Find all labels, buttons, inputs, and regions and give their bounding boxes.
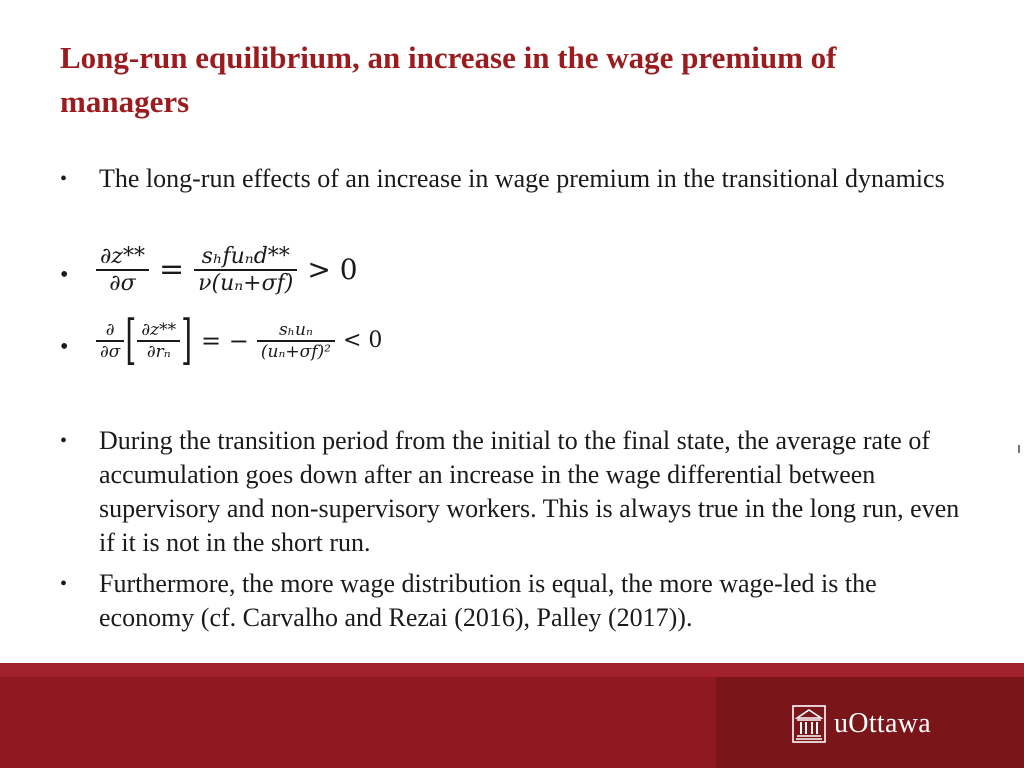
- fraction: [96, 320, 124, 362]
- lhs-denominator: ∂σ: [109, 270, 136, 296]
- equation-1: [96, 244, 358, 296]
- uottawa-logo: [792, 704, 931, 744]
- equals-minus: = −: [201, 326, 249, 355]
- bullet-item: [60, 162, 960, 196]
- bullet-item: [60, 424, 960, 560]
- rhs-denominator: ν(uₙ+σf): [198, 270, 294, 296]
- rhs-denominator: (uₙ+σf)²: [260, 341, 331, 362]
- lhs-numerator: ∂z**: [100, 244, 145, 269]
- bullet-dot: •: [60, 262, 69, 288]
- equation-2: [96, 308, 383, 372]
- inequality: < 0: [342, 328, 383, 354]
- inequality: > 0: [307, 253, 358, 287]
- equals-sign: =: [158, 252, 185, 288]
- fraction: [257, 320, 335, 362]
- fraction: [194, 244, 297, 296]
- bullet-dot: •: [60, 334, 69, 360]
- fraction: [137, 320, 180, 362]
- university-building-icon: [792, 705, 826, 743]
- bullet-text: During the transition period from the initial to the final state, the average rate of accumulation goes down after an increase in the wage differential between supervisory and non-supervisory workers. This is always true in the long run, even if it is not in the short run.: [99, 426, 960, 557]
- bullet-dot: •: [60, 430, 68, 452]
- bullet-item: [60, 567, 960, 635]
- bullet-text: The long-run effects of an increase in wage premium in the transitional dynamics: [99, 164, 945, 193]
- rhs-numerator: sₕfuₙd**: [201, 244, 290, 269]
- logo-text: uOttawa: [834, 708, 931, 739]
- right-bracket: ]: [181, 308, 193, 372]
- bullet-text: Furthermore, the more wage distribution is equal, the more wage-led is the economy (cf. Carvalho and Rezai (2016), Palley (2017)).: [99, 569, 877, 632]
- bullet-dot: •: [60, 168, 68, 190]
- left-bracket: [: [125, 308, 137, 372]
- fraction: [96, 244, 149, 296]
- inner-numerator: ∂z**: [141, 320, 177, 340]
- edge-mark: [1018, 445, 1020, 453]
- rhs-numerator: sₕuₙ: [278, 320, 313, 340]
- inner-denominator: ∂rₙ: [146, 341, 171, 362]
- operator-denominator: ∂σ: [100, 341, 121, 362]
- slide-title: Long-run equilibrium, an increase in the wage premium of managers: [60, 40, 837, 119]
- footer-band: [0, 663, 1024, 677]
- bullet-dot: •: [60, 573, 68, 595]
- operator-numerator: ∂: [105, 320, 115, 340]
